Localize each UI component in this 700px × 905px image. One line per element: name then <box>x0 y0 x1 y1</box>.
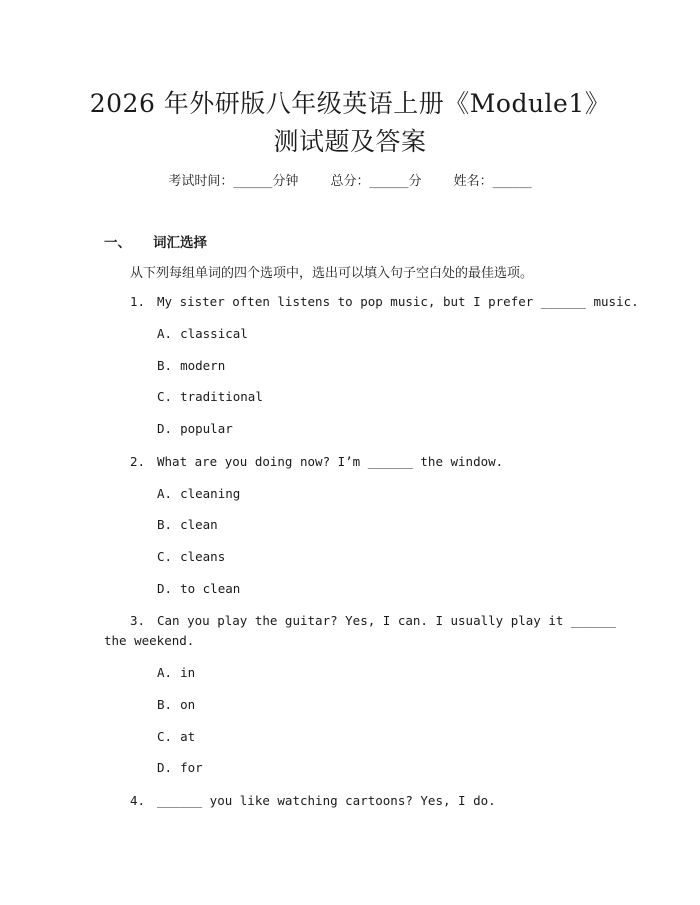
option-text: traditional <box>180 389 263 404</box>
option-letter: B. <box>157 358 173 373</box>
option-letter: D. <box>157 581 173 596</box>
student-name: 姓名：______ <box>453 174 532 189</box>
question-3-continuation: the weekend. <box>104 633 195 648</box>
option-text: popular <box>180 421 233 436</box>
question-4 <box>130 793 496 808</box>
option-letter: B. <box>157 517 173 532</box>
option-text: modern <box>180 358 226 373</box>
option-1a <box>157 326 248 341</box>
option-3d <box>157 760 203 775</box>
option-text: at <box>180 729 196 744</box>
option-text: on <box>180 697 196 712</box>
option-text: in <box>180 665 196 680</box>
total-score: 总分：______分 <box>330 174 422 189</box>
option-letter: B. <box>157 697 173 712</box>
section-title: 词汇选择 <box>153 235 207 251</box>
section-instruction: 从下列每组单词的四个选项中，选出可以填入句子空白处的最佳选项。 <box>130 266 534 281</box>
option-2b <box>157 517 218 532</box>
option-2a <box>157 486 240 501</box>
option-3c <box>157 729 195 744</box>
exam-time: 考试时间：______分钟 <box>168 174 299 189</box>
question-text: Can you play the guitar? Yes, I can. I usually play it ______ <box>157 613 617 628</box>
option-text: classical <box>180 326 248 341</box>
option-letter: A. <box>157 665 173 680</box>
section-number: 一、 <box>104 235 131 251</box>
option-letter: C. <box>157 729 173 744</box>
option-text: clean <box>180 517 218 532</box>
question-1 <box>130 294 639 309</box>
option-1b <box>157 358 225 373</box>
question-text: ______ you like watching cartoons? Yes, I do. <box>157 793 496 808</box>
option-text: for <box>180 760 203 775</box>
option-3b <box>157 697 195 712</box>
question-2 <box>130 454 503 469</box>
option-letter: D. <box>157 421 173 436</box>
option-letter: A. <box>157 486 173 501</box>
page-title-line1: 2026 年外研版八年级英语上册《Module1》 <box>89 89 611 118</box>
section-heading <box>104 231 207 251</box>
option-2d <box>157 581 240 596</box>
question-number: 4. <box>130 793 146 808</box>
question-number: 1. <box>130 294 146 309</box>
option-2c <box>157 549 225 564</box>
option-letter: C. <box>157 549 173 564</box>
question-number: 2. <box>130 454 146 469</box>
option-1c <box>157 389 263 404</box>
option-3a <box>157 665 195 680</box>
question-3 <box>130 613 616 628</box>
option-letter: A. <box>157 326 173 341</box>
option-text: cleans <box>180 549 226 564</box>
question-text: My sister often listens to pop music, but I prefer ______ music. <box>157 294 639 309</box>
exam-meta <box>0 170 700 189</box>
option-text: cleaning <box>180 486 241 501</box>
question-text: What are you doing now? I’m ______ the window. <box>157 454 504 469</box>
option-letter: D. <box>157 760 173 775</box>
page-title-line2: 测试题及答案 <box>273 127 427 156</box>
option-1d <box>157 421 233 436</box>
question-number: 3. <box>130 613 146 628</box>
option-letter: C. <box>157 389 173 404</box>
option-text: to clean <box>180 581 241 596</box>
